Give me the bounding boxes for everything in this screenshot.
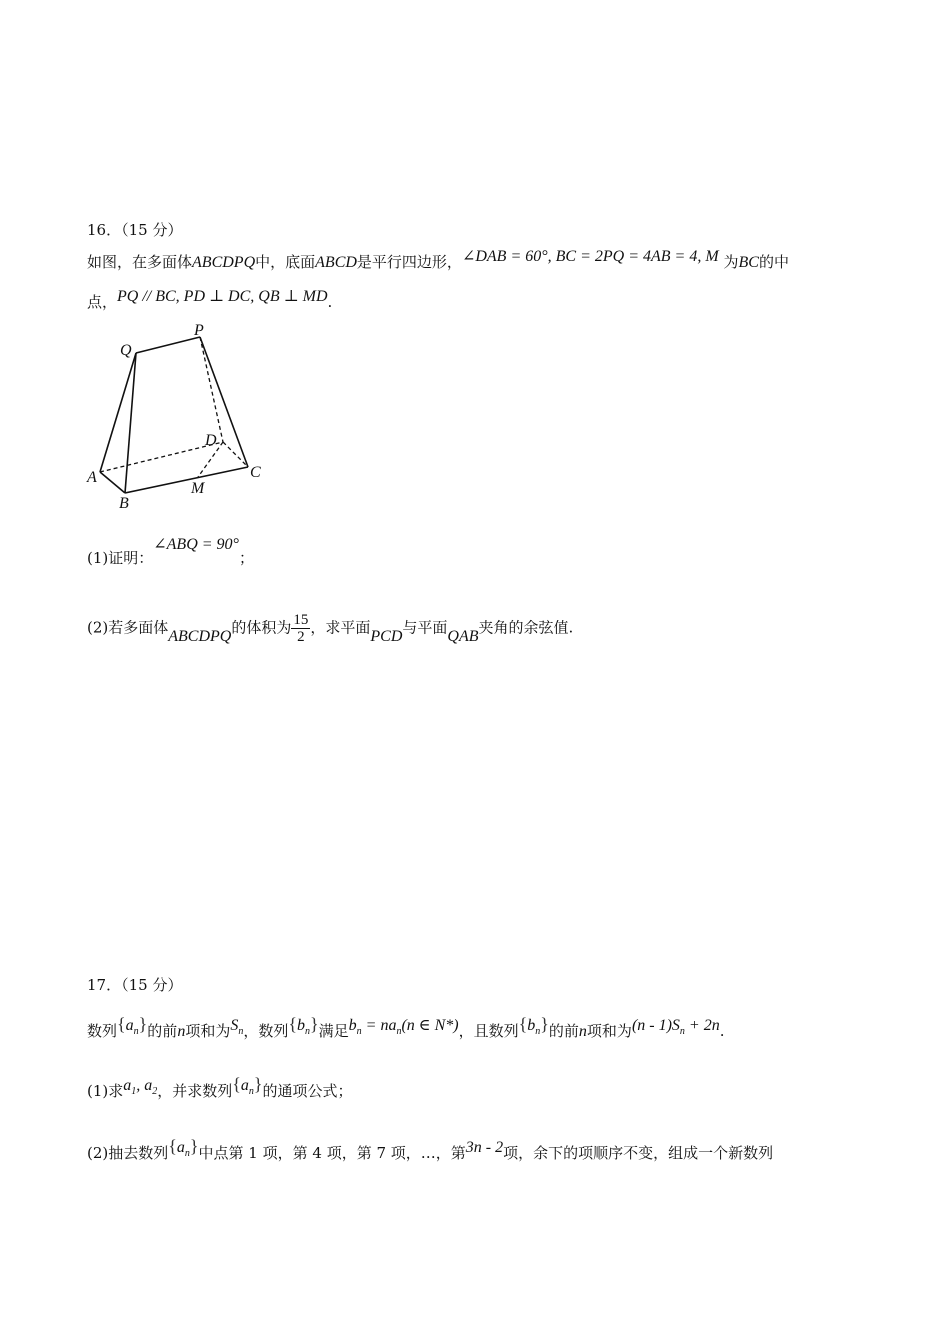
q16-part2-text: 与平面	[402, 618, 448, 637]
term-a2: , a	[136, 1077, 153, 1094]
period: .	[719, 1022, 725, 1040]
q16-volume-fraction	[291, 612, 310, 645]
q16-stem-text: 如图，在多面体	[87, 253, 193, 271]
subscript: n	[396, 1026, 402, 1037]
seq-b: b	[527, 1017, 536, 1034]
var-n: n	[177, 1023, 186, 1040]
sum-expr: (n - 1)S	[631, 1017, 680, 1034]
q16-part2-text: ，求平面	[310, 618, 371, 637]
q17-text: ，数列	[243, 1022, 289, 1040]
q17-text: 项和为	[586, 1022, 632, 1040]
label-D: D	[205, 432, 217, 449]
fraction-denominator: 2	[297, 629, 305, 645]
q16-stem-text: .	[327, 293, 333, 311]
fraction-numerator: 15	[293, 612, 309, 628]
q17-text: 满足	[318, 1022, 349, 1040]
seq-a: a	[240, 1077, 249, 1094]
q16-segment-bc: BC	[738, 254, 759, 271]
q17-part1-text: 的通项公式；	[262, 1082, 353, 1100]
q16-stem-text: 点，	[87, 293, 118, 311]
seq-b: b	[296, 1017, 305, 1034]
edge-AB	[100, 472, 125, 493]
q16-stem-line1	[87, 248, 789, 273]
label-A: A	[87, 469, 97, 486]
q17-part2: (2)抽去数列$\{a_n\}$中点第 1 项，第 4 项，第 7 项，…，第3n - 2项，余下的项顺序不变，组成一个新数列	[87, 1136, 774, 1162]
q17-part2-text: (2)抽去数列	[87, 1144, 169, 1162]
subscript: 2	[152, 1086, 158, 1097]
q16-part2-text: 的体积为	[231, 618, 292, 637]
sum-S: S	[230, 1017, 239, 1034]
subscript: n	[248, 1086, 254, 1097]
q16-solid-name: ABCDPQ	[192, 254, 256, 271]
q17-part1-text: ，并求数列	[157, 1082, 233, 1100]
edge-DC	[223, 442, 248, 467]
q17-text: 数列	[87, 1022, 118, 1040]
q17-part2-text: 项，余下的项顺序不变，组成一个新数列	[503, 1144, 774, 1162]
q17-text: 项和为	[185, 1022, 231, 1040]
subscript: n	[679, 1026, 685, 1037]
condition: (n ∈ N*)	[401, 1017, 459, 1034]
q16-stem-text: 为	[723, 253, 739, 271]
q17-part1-text: (1)求	[87, 1082, 124, 1100]
q16-part1-angle: ∠ABQ = 90°	[153, 536, 239, 553]
q16-polyhedron-figure	[80, 315, 280, 515]
q17-part1: (1)求$a_1$, $a_2$，并求数列$\{a_n\}$的通项公式；	[87, 1074, 353, 1100]
q16-stem-text: 是平行四边形，	[356, 253, 462, 271]
q16-part2-text: 夹角的余弦值.	[478, 618, 574, 637]
var-n: n	[578, 1023, 587, 1040]
subscript: n	[356, 1026, 362, 1037]
q16-part2-solid: ABCDPQ	[168, 627, 232, 645]
edge-QB	[125, 353, 136, 493]
q17-stem: 数列$\{a_n\}$的前n项和为$S_n$，数列$\{b_n\}$满足$b_n = na_n(n$ ∈ N*)，且数列$\{b_n\}$的前n项和为$(n - 1)S_n + 2n$.	[87, 1014, 725, 1040]
subscript: n	[184, 1148, 190, 1159]
label-C: C	[250, 464, 261, 481]
label-P: P	[194, 322, 204, 339]
q16-part1	[87, 536, 254, 569]
edge-BC	[125, 467, 248, 493]
term-a1: a	[123, 1077, 132, 1094]
q16-header: 16．（15 分）	[87, 221, 183, 239]
relation: b	[348, 1017, 357, 1034]
q16-part2	[87, 612, 573, 645]
label-Q: Q	[120, 342, 132, 359]
edge-QP	[136, 337, 200, 353]
q16-stem-line2	[87, 288, 333, 313]
q16-given-relations: PQ // BC, PD ⊥ DC, QB ⊥ MD	[117, 288, 328, 305]
q16-part2-text: (2)若多面体	[87, 618, 169, 637]
q17-text: 的前	[548, 1022, 579, 1040]
seq-a: a	[125, 1017, 134, 1034]
q16-plane-pcd: PCD	[370, 627, 403, 645]
q16-base-name: ABCD	[315, 254, 357, 271]
q16-part1-text: (1)证明：	[87, 549, 154, 567]
q16-given-condition: ∠DAB = 60°, BC = 2PQ = 4AB = 4, M	[461, 248, 719, 265]
subscript: 1	[131, 1086, 137, 1097]
q17-part2-text: 中点第 1 项，第 4 项，第 7 项，…，第	[198, 1144, 466, 1162]
label-M: M	[191, 480, 205, 497]
q16-part1-end: ；	[238, 549, 254, 567]
subscript: n	[535, 1026, 541, 1037]
subscript: n	[133, 1026, 139, 1037]
q16-plane-qab: QAB	[447, 627, 479, 645]
label-B: B	[119, 495, 129, 512]
q16-stem-text: 中，底面	[255, 253, 316, 271]
q16-stem-text: 的中	[758, 253, 789, 271]
subscript: n	[304, 1026, 310, 1037]
relation-rest: = na	[361, 1017, 397, 1034]
q17-header: 17．（15 分）	[87, 976, 183, 994]
term-3n-2: 3n - 2	[465, 1139, 504, 1156]
subscript: n	[238, 1026, 244, 1037]
seq-a: a	[176, 1139, 185, 1156]
q17-text: ，且数列	[458, 1022, 519, 1040]
q17-text: 的前	[147, 1022, 178, 1040]
sum-expr-rest: + 2n	[684, 1017, 720, 1034]
